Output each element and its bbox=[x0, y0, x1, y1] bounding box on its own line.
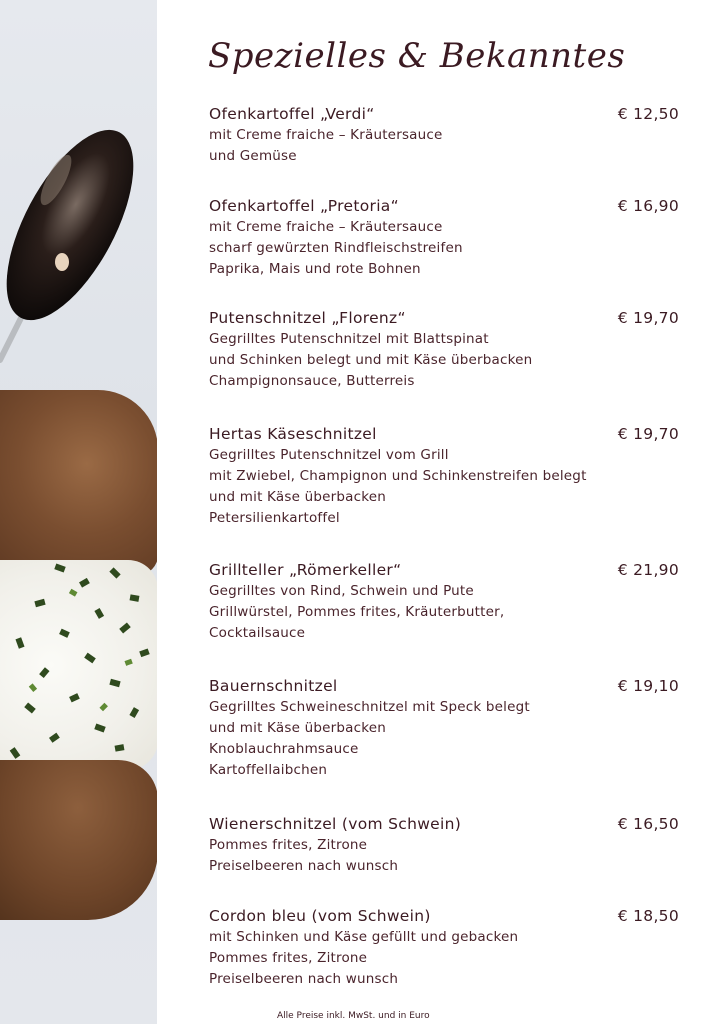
item-desc-line: scharf gewürzten Rindfleischstreifen bbox=[209, 240, 463, 256]
item-price: € 19,10 bbox=[617, 677, 679, 695]
item-price: € 21,90 bbox=[617, 561, 679, 579]
spoon-illustration bbox=[0, 0, 157, 380]
item-desc-line: Gegrilltes von Rind, Schwein und Pute bbox=[209, 583, 474, 599]
menu-item bbox=[209, 905, 679, 990]
item-desc-line: Preiselbeeren nach wunsch bbox=[209, 858, 399, 874]
item-desc-line: Grillwürstel, Pommes frites, Kräuterbutter, bbox=[209, 604, 505, 620]
item-name: Bauernschnitzel bbox=[209, 677, 338, 695]
chives-garnish bbox=[0, 540, 157, 780]
menu-title: Spezielles & Bekanntes bbox=[208, 36, 626, 76]
menu-item bbox=[209, 195, 679, 280]
item-name: Hertas Käseschnitzel bbox=[209, 425, 377, 443]
menu-item bbox=[209, 103, 679, 167]
item-desc-line: Cocktailsauce bbox=[209, 625, 306, 641]
item-price: € 18,50 bbox=[617, 907, 679, 925]
item-desc-line: Knoblauchrahmsauce bbox=[209, 741, 359, 757]
item-desc-line: Pommes frites, Zitrone bbox=[209, 950, 368, 966]
menu-item bbox=[209, 423, 679, 529]
item-desc-line: Kartoffellaibchen bbox=[209, 762, 328, 778]
item-desc-line: Pommes frites, Zitrone bbox=[209, 837, 368, 853]
menu-item bbox=[209, 813, 679, 877]
item-name: Cordon bleu (vom Schwein) bbox=[209, 907, 431, 925]
item-desc-line: Gegrilltes Putenschnitzel vom Grill bbox=[209, 447, 449, 463]
item-desc-line: Petersilienkartoffel bbox=[209, 510, 340, 526]
item-name: Grillteller „Römerkeller“ bbox=[209, 561, 402, 579]
item-desc-line: Gegrilltes Schweineschnitzel mit Speck belegt bbox=[209, 699, 530, 715]
item-desc-line: und Schinken belegt und mit Käse überbacken bbox=[209, 352, 533, 368]
price-footnote: Alle Preise inkl. MwSt. und in Euro bbox=[277, 1011, 430, 1021]
item-desc-line: und Gemüse bbox=[209, 148, 297, 164]
menu-item bbox=[209, 307, 679, 392]
item-name: Putenschnitzel „Florenz“ bbox=[209, 309, 406, 327]
item-desc-line: Gegrilltes Putenschnitzel mit Blattspinat bbox=[209, 331, 489, 347]
item-desc-line: Paprika, Mais und rote Bohnen bbox=[209, 261, 421, 277]
menu-item bbox=[209, 675, 679, 781]
item-price: € 19,70 bbox=[617, 309, 679, 327]
item-desc-line: und mit Käse überbacken bbox=[209, 489, 387, 505]
item-desc-line: Preiselbeeren nach wunsch bbox=[209, 971, 399, 987]
item-desc-line: mit Schinken und Käse gefüllt und gebacken bbox=[209, 929, 519, 945]
item-desc-line: mit Creme fraiche – Kräutersauce bbox=[209, 127, 443, 143]
item-desc-line: mit Zwiebel, Champignon und Schinkenstreifen belegt bbox=[209, 468, 587, 484]
item-name: Wienerschnitzel (vom Schwein) bbox=[209, 815, 462, 833]
item-desc-line: und mit Käse überbacken bbox=[209, 720, 387, 736]
item-name: Ofenkartoffel „Verdi“ bbox=[209, 105, 375, 123]
item-price: € 16,90 bbox=[617, 197, 679, 215]
potato-skin-bottom bbox=[0, 760, 157, 920]
item-price: € 16,50 bbox=[617, 815, 679, 833]
item-name: Ofenkartoffel „Pretoria“ bbox=[209, 197, 399, 215]
item-desc-line: mit Creme fraiche – Kräutersauce bbox=[209, 219, 443, 235]
item-desc-line: Champignonsauce, Butterreis bbox=[209, 373, 415, 389]
item-price: € 12,50 bbox=[617, 105, 679, 123]
food-photo bbox=[0, 0, 157, 1024]
menu-item bbox=[209, 559, 679, 644]
item-price: € 19,70 bbox=[617, 425, 679, 443]
